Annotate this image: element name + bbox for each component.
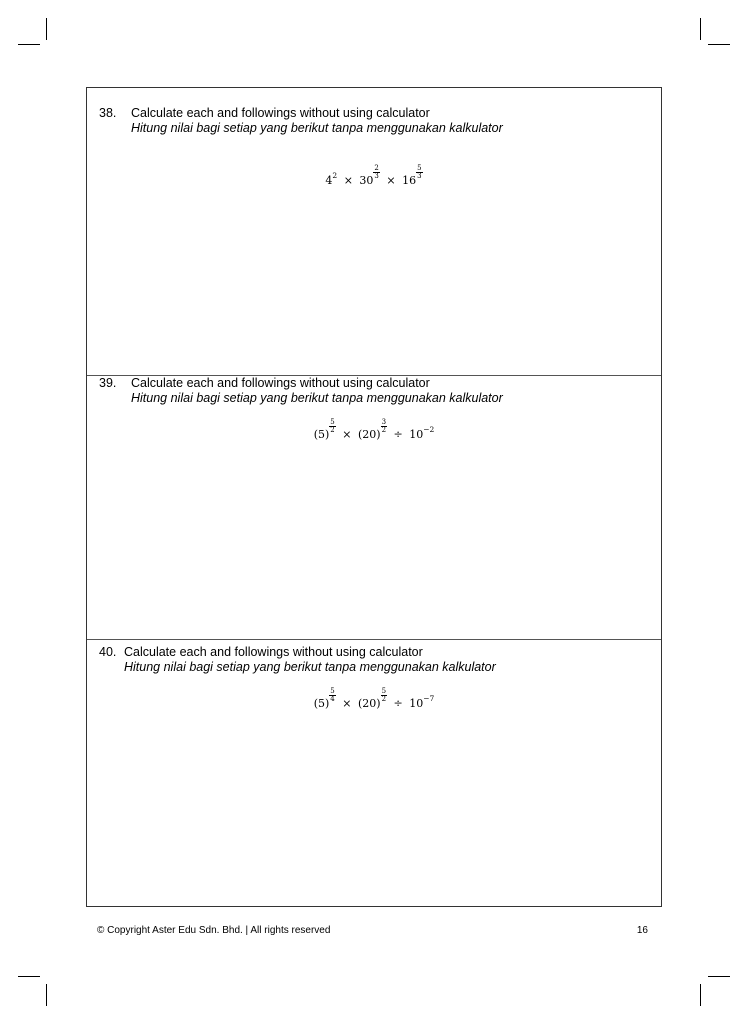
crop-mark: [708, 44, 730, 45]
term-base: (5): [313, 697, 330, 710]
fraction-exponent: [329, 688, 335, 703]
question-number: 39.: [99, 376, 117, 390]
fraction-exponent: [416, 165, 422, 180]
question-english-line: [99, 376, 430, 391]
term-base: 16: [402, 174, 417, 187]
term-exponent: −2: [423, 425, 435, 434]
question-english: Calculate each and followings without using calculator: [131, 376, 430, 390]
question-sheet: [86, 87, 662, 907]
question-english-line: [99, 106, 430, 121]
exponent-numerator: 2: [374, 164, 379, 172]
exponent-denominator: 2: [381, 695, 387, 703]
fraction-exponent: [381, 688, 387, 703]
term-exponent: −7: [423, 694, 435, 703]
question-english: Calculate each and followings without using calculator: [124, 645, 423, 659]
copyright-text: © Copyright Aster Edu Sdn. Bhd. | All rights reserved: [97, 925, 331, 936]
page-number: 16: [636, 925, 648, 936]
term-exponent: 2: [332, 171, 338, 180]
question-box: [87, 88, 661, 376]
exponent-denominator: 2: [330, 426, 335, 434]
exponent-numerator: 5: [381, 687, 387, 695]
crop-mark: [700, 18, 701, 40]
question-malay: Hitung nilai bagi setiap yang berikut tanpa menggunakan kalkulator: [124, 660, 496, 674]
question-number: 40.: [99, 645, 117, 659]
question-number: 38.: [99, 106, 117, 120]
math-expression: [87, 418, 661, 443]
fraction-exponent: [329, 419, 335, 434]
crop-mark: [700, 984, 701, 1006]
crop-mark: [18, 44, 40, 45]
question-box: [87, 639, 661, 906]
exponent-denominator: 4: [330, 695, 335, 703]
term-base: 10: [409, 697, 424, 710]
exponent-denominator: 2: [381, 426, 387, 434]
fraction-exponent: [373, 165, 379, 180]
term-base: (5): [313, 428, 330, 441]
term-base: (20): [357, 697, 381, 710]
question-malay: Hitung nilai bagi setiap yang berikut tanpa menggunakan kalkulator: [131, 121, 503, 135]
term-base: 10: [409, 428, 424, 441]
question-english-line: [99, 645, 423, 660]
operator: ÷: [393, 428, 403, 441]
question-malay: Hitung nilai bagi setiap yang berikut tanpa menggunakan kalkulator: [131, 391, 503, 405]
math-expression: [87, 164, 661, 189]
question-english: Calculate each and followings without using calculator: [131, 106, 430, 120]
operator: ×: [343, 174, 353, 187]
exponent-denominator: 3: [374, 172, 379, 180]
crop-mark: [46, 18, 47, 40]
exponent-numerator: 5: [330, 687, 335, 695]
exponent-numerator: 5: [330, 418, 335, 426]
exponent-numerator: 5: [417, 164, 422, 172]
term-base: 4: [325, 174, 333, 187]
exponent-denominator: 3: [417, 172, 422, 180]
operator: ×: [342, 697, 352, 710]
term-base: (20): [357, 428, 381, 441]
operator: ×: [342, 428, 352, 441]
question-box: [87, 375, 661, 640]
fraction-exponent: [381, 419, 387, 434]
math-expression: [87, 687, 661, 712]
exponent-numerator: 3: [381, 418, 387, 426]
operator: ÷: [393, 697, 403, 710]
page-footer: [97, 924, 648, 937]
operator: ×: [386, 174, 396, 187]
term-base: 30: [359, 174, 374, 187]
crop-mark: [18, 976, 40, 977]
crop-mark: [46, 984, 47, 1006]
crop-mark: [708, 976, 730, 977]
